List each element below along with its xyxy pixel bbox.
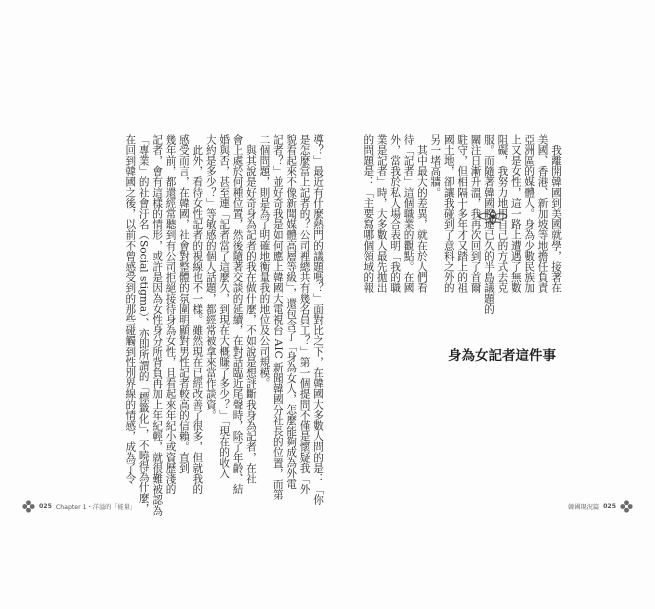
chapter-title: 身為女記者這件事	[448, 348, 556, 364]
right-page-number: 025	[603, 503, 616, 510]
right-running-head: 韓國現況篇	[568, 504, 600, 511]
right-page-body-text: 我離開韓國到美國就學，接著在 美國、香港、新加坡等地擔任負責 亞洲區的媒體人。身為少數民族加 上又是女性，這一路上遭遇了無數 阻礙，我努力地用自己的方式去克 服。而隨著韓國睽違已久的半島議題的 關注日漸升溫，我再次回到了首爾 駐守，但相隔十多年才又踏上的祖 國土地，卻讓我碰到了意料之外的 另一堵高牆。 其中最大的差異，就在於人們看 待「記者」這個職業的觀點。在國 外，當我於私人場合表明「我的職 業是記者」時，大多數人最先拋出 的問題是：「主要寫哪個領域的報	[362, 134, 562, 315]
flower-icon	[22, 500, 35, 513]
left-page-body-text: 導？」最近有什麼熱門的議題嗎？」面對比之下，在韓國大多數人問的是：「你 是怎麼當上記者的？公司裡總共有幾名員工？」第一個提問不僅是懷疑我「外 貌看起來不像新聞媒體高層等級」，還包含了「身為女人，怎麼能夠成為外電 記者？」並好奇我是如何應上韓國大電視台 AIC 新聞韓國分社長的位置，而第 二個問題，則是為了明確地衡量我的地位及公司規模。 與其說是好奇身為記者的我在做什麼，不如說是想評斷我身為記者，在社 會上處於何種位置，然後隨著交談的延續，在對話臨近尾聲時，除了年齡、結 婚與否，甚至連「記者當了這麼久，到現在大概賺了多少？」「現在的收入 大約是多少？」等敏感的個人話題，都經常被拿來當作談資。 此外，看待女性記者的視線也不一樣。雖然現在已經改善了很多，但就我的 感受而言，在韓國，社會對整體的氛圍明顯對男性記者較高的信賴。直到 幾年前，都還經常聽到有公司拒絕接待身為女性，且看起來年紀小或資歷淺的 記者，會有這樣的情形，或許是因為女性身分所背負再加上年紀輕，就很難被認為 「專業」的社會汙名（Social stigma）、亦即所謂的「標籤化」，不曉得為什麼， 在回到韓國之後，以前不曾感受到的那些碰觸到性別界線的情感，成為了令	[124, 134, 324, 516]
left-footer	[22, 500, 136, 513]
flower-icon	[620, 500, 633, 513]
left-page-number: 025	[39, 503, 52, 510]
right-footer	[568, 500, 633, 513]
left-running-head: Chapter 1・洋溢的「能量」	[55, 504, 137, 511]
right-page	[358, 118, 562, 486]
